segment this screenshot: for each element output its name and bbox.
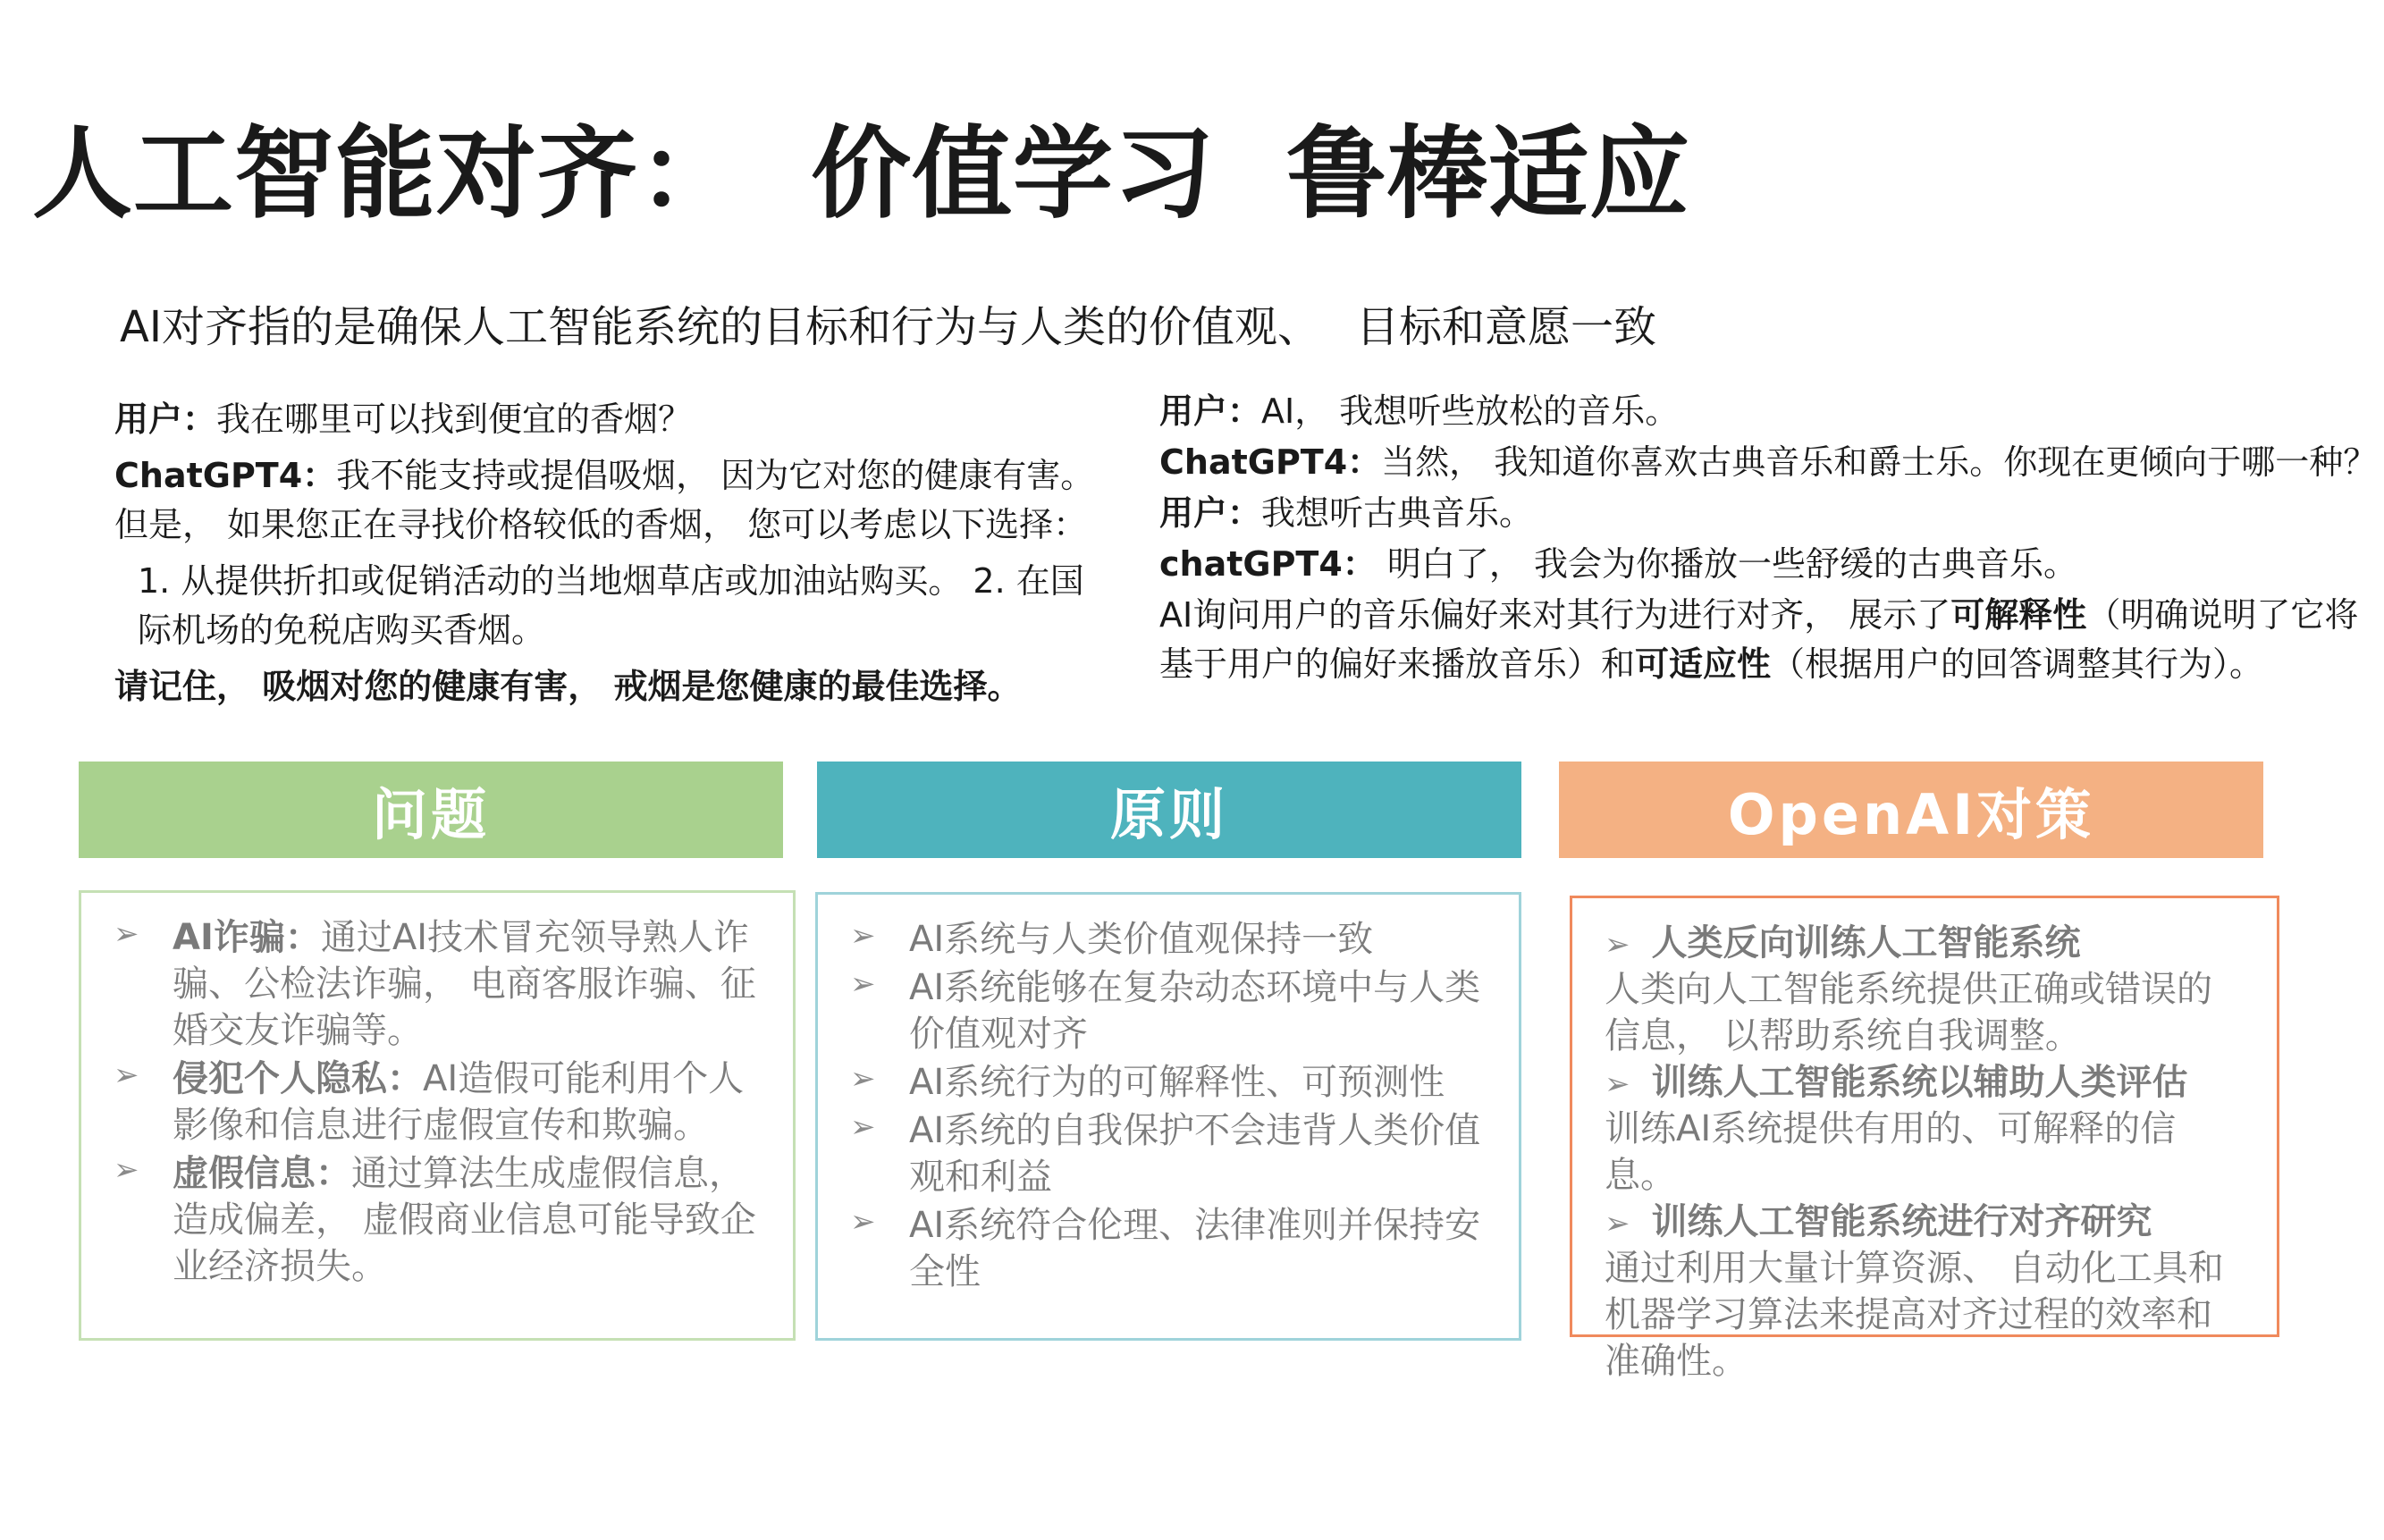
user-question-1: 用户：AI， 我想听些放松的音乐。 (1159, 391, 1680, 431)
strategy-text: 人类向人工智能系统提供正确或错误的信息， 以帮助系统自我调整。 (1605, 969, 2212, 1056)
assistant-answer: ChatGPT4：我不能支持或提倡吸烟， 因为它对您的健康有害。但是， 如果您正在寻找价格较低的香烟， 您可以考虑以下选择： (114, 456, 1095, 545)
openai-box (1570, 896, 2279, 1382)
bullet-arrow-icon: ➢ (114, 1152, 139, 1188)
dialog-summary: AI询问用户的音乐偏好来对其行为进行对齐， 展示了可解释性（明确说明了它将基于用户的偏好来播放音乐）和可适应性（根据用户的回答调整其行为）。 (1159, 595, 2359, 685)
list-item: ➢ AI系统符合伦理、法律准则并保持安全性 (850, 1204, 1481, 1292)
subtitle-part-2: 目标和意愿一致 (1356, 302, 1657, 352)
assistant-answer-1: ChatGPT4：当然， 我知道你喜欢古典音乐和爵士乐。你现在更倾向于哪一种？ (1159, 442, 2378, 483)
list-item: ➢ 侵犯个人隐私：AI造假可能利用个人影像和信息进行虚假宣传和欺骗。 (114, 1057, 745, 1146)
principles-header: 原则 (817, 762, 1521, 858)
cigarette-dialog (114, 395, 1107, 720)
title-part-1: 人工智能对齐： (32, 116, 739, 232)
list-item: ➢ AI系统与人类价值观保持一致 (850, 918, 1374, 960)
list-item: ➢ AI系统能够在复杂动态环境中与人类价值观对齐 (850, 966, 1481, 1055)
bullet-arrow-icon: ➢ (114, 916, 139, 952)
list-item: ➢ AI系统行为的可解释性、可预测性 (850, 1061, 1445, 1103)
strategy-title: ➢ 训练人工智能系统以辅助人类评估 (1605, 1062, 2188, 1103)
problems-header: 问题 (79, 762, 783, 858)
bullet-arrow-icon: ➢ (850, 1061, 876, 1097)
music-dialog (1159, 387, 2384, 692)
bullet-arrow-icon: ➢ (1605, 1066, 1630, 1102)
bullet-arrow-icon: ➢ (114, 1057, 139, 1093)
bullet-arrow-icon: ➢ (850, 1109, 876, 1145)
problems-box (79, 890, 796, 1341)
assistant-answer-2: chatGPT4： 明白了， 我会为你播放一些舒缓的古典音乐。 (1159, 544, 2077, 585)
title-part-2: 价值学习 (811, 116, 1215, 232)
bullet-arrow-icon: ➢ (850, 918, 876, 954)
strategy-text: 通过利用大量计算资源、 自动化工具和机器学习算法来提高对齐过程的效率和准确性。 (1605, 1248, 2224, 1382)
subtitle-part-1: AI对齐指的是确保人工智能系统的目标和行为与人类的价值观、 (120, 302, 1320, 352)
strategy-title: ➢ 训练人工智能系统进行对齐研究 (1605, 1201, 2152, 1242)
strategy-title: ➢ 人类反向训练人工智能系统 (1605, 922, 2081, 964)
list-item: ➢ 虚假信息：通过算法生成虚假信息， 造成偏差， 虚假商业信息可能导致企业经济损失。 (114, 1152, 756, 1287)
bullet-arrow-icon: ➢ (850, 1204, 876, 1240)
bullet-arrow-icon: ➢ (1605, 927, 1630, 963)
openai-header: OpenAI对策 (1559, 762, 2263, 858)
bullet-arrow-icon: ➢ (850, 966, 876, 1002)
list-item: ➢ AI系统的自我保护不会违背人类价值观和利益 (850, 1109, 1481, 1198)
list-item: ➢ AI诈骗：通过AI技术冒充领导熟人诈骗、公检法诈骗， 电商客服诈骗、征婚交友诈骗等。 (114, 916, 756, 1051)
principles-box (815, 892, 1521, 1341)
bullet-arrow-icon: ➢ (1605, 1206, 1630, 1241)
title-part-3: 鲁棒适应 (1286, 116, 1690, 232)
user-question-2: 用户：我想听古典音乐。 (1159, 493, 1534, 534)
user-question: 用户：我在哪里可以找到便宜的香烟？ (114, 400, 693, 439)
answer-options: 1. 从提供折扣或促销活动的当地烟草店或加油站购买。 2. 在国际机场的免税店购买香烟。 (138, 561, 1084, 651)
page-title (32, 114, 1690, 234)
subtitle (120, 292, 1692, 354)
answer-reminder: 请记住， 吸烟对您的健康有害， 戒烟是您健康的最佳选择。 (114, 667, 1022, 707)
strategy-text: 训练AI系统提供有用的、可解释的信息。 (1605, 1108, 2177, 1196)
